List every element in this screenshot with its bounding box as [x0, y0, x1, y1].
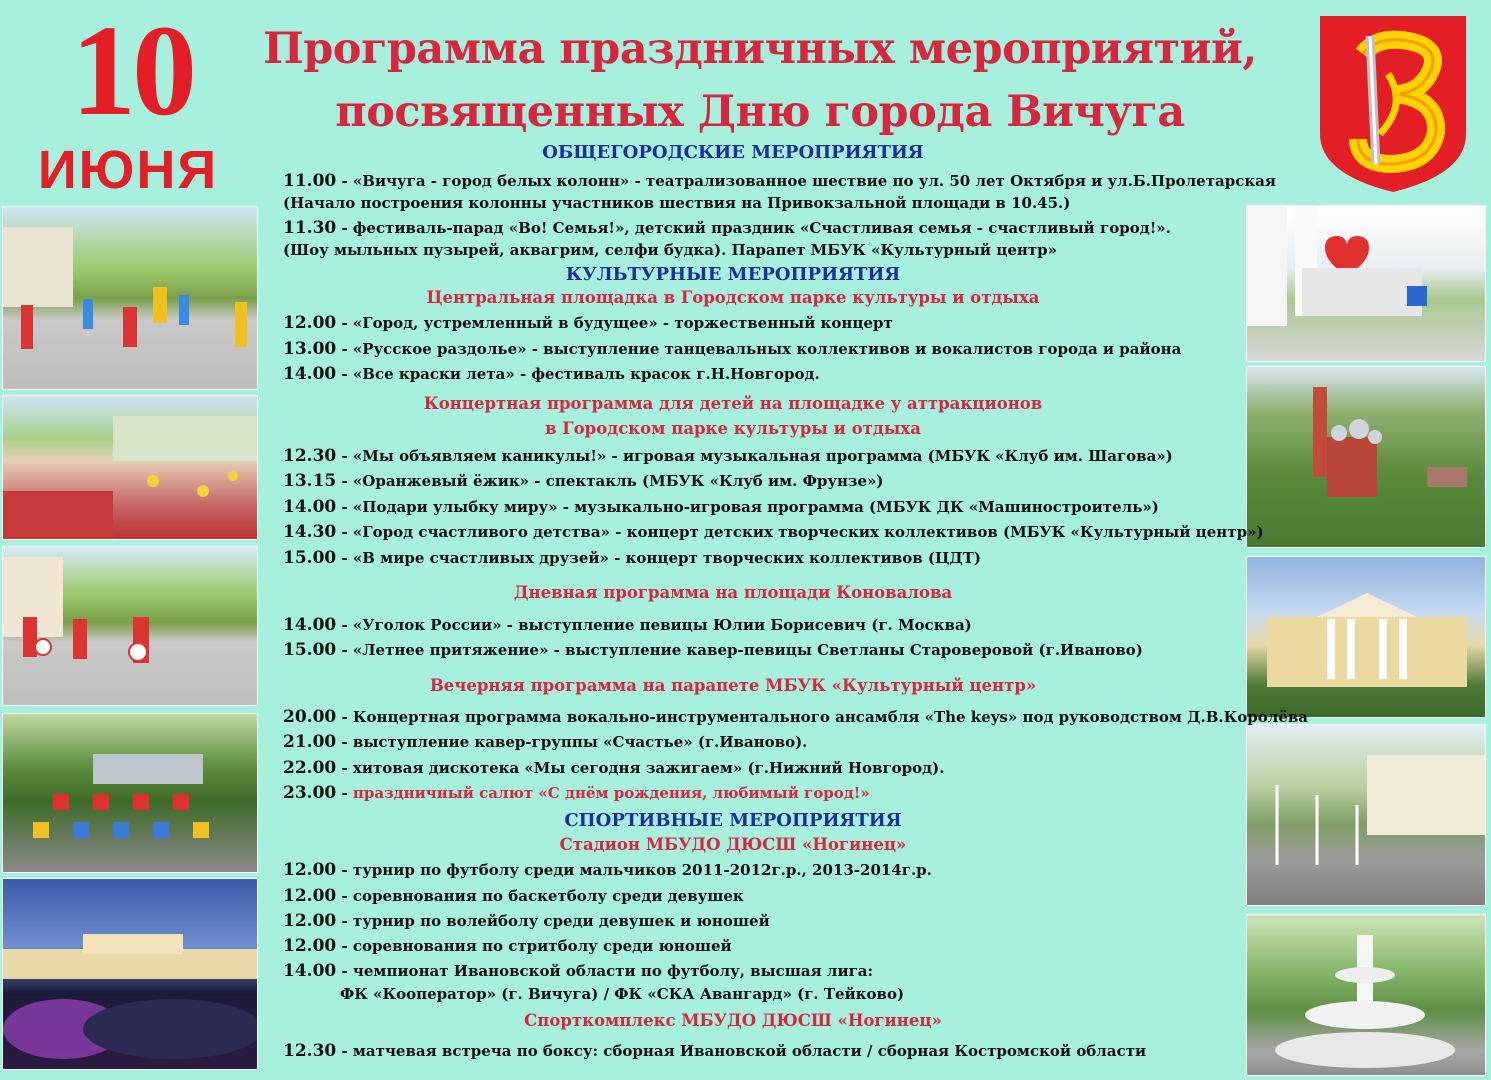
- section-stadium: Стадион МБУДО ДЮСШ «Ногинец»: [559, 835, 907, 854]
- date-month: ИЮНЯ: [37, 140, 219, 200]
- event-row: (Начало построения колонны участников шествия на Привокзальной площади в 10.45.): [283, 194, 1071, 212]
- title-line-1: Программа праздничных мероприятий,: [263, 24, 1257, 74]
- event-row: 12.00 - турнир по футболу среди мальчиков 2011-2012г.р., 2013-2014г.р.: [283, 860, 932, 880]
- section-sports-complex: Спорткомплекс МБУДО ДЮСШ «Ногинец»: [524, 1011, 942, 1030]
- event-row: 23.00 - праздничный салют «С днём рождения, любимый город!»: [283, 783, 870, 803]
- fountain-park-photo-icon: [1246, 724, 1486, 906]
- date-day: 10: [71, 0, 193, 143]
- title-line-2: посвященных Дню города Вичуга: [335, 87, 1185, 137]
- section-evening-program: Вечерняя программа на парапете МБУК «Культурный центр»: [429, 676, 1037, 695]
- event-row: 15.00 - «Летнее притяжение» - выступление кавер-певицы Светланы Староверовой (г.Иваново): [283, 640, 1143, 660]
- section-kids-line-2: в Городском парке культуры и отдыха: [545, 419, 921, 438]
- event-row: ФК «Кооператор» (г. Вичуга) / ФК «СКА Авангард» (г. Тейково): [340, 985, 905, 1003]
- night-concert-photo-icon: [2, 878, 258, 1070]
- event-row: 15.00 - «В мире счастливых друзей» - концерт творческих коллективов (ЦДТ): [283, 548, 982, 568]
- event-row: 20.00 - Концертная программа вокально-инструментального ансамбля «The keys» под руководством Д.В.Королёва: [283, 707, 1309, 727]
- stone-fountain-photo-icon: [1246, 914, 1486, 1076]
- columned-building-photo-icon: [1246, 556, 1486, 718]
- event-row: 12.00 - «Город, устремленный в будущее» - торжественный концерт: [283, 313, 893, 333]
- event-row: 14.00 - «Подари улыбку миру» - музыкально-игровая программа (МБУК ДК «Машиностроитель»): [283, 497, 1159, 517]
- event-row: 12.00 - турнир по волейболу среди девушек и юношей: [283, 911, 770, 931]
- event-row: 13.15 - «Оранжевый ёжик» - спектакль (МБУК «Клуб им. Фрунзе»): [283, 471, 884, 491]
- section-kids-line-1: Концертная программа для детей на площадке у аттракционов: [423, 394, 1043, 413]
- section-day-program: Дневная программа на площади Коновалова: [513, 583, 953, 602]
- cathedral-aerial-photo-icon: [1246, 366, 1486, 548]
- parade-photo-icon: [2, 206, 258, 390]
- event-row: 12.30 - «Мы объявляем каникулы!» - игровая музыкальная программа (МБУК «Клуб им. Шагова»): [283, 446, 1173, 466]
- stage-performance-photo-icon: [2, 713, 258, 873]
- drummers-parade-photo-icon: [2, 546, 258, 706]
- page-title: [230, 18, 1290, 144]
- section-citywide: ОБЩЕГОРОДСКИЕ МЕРОПРИЯТИЯ: [542, 142, 924, 163]
- section-cultural: КУЛЬТУРНЫЕ МЕРОПРИЯТИЯ: [565, 264, 901, 285]
- event-row: 14.00 - «Уголок России» - выступление певицы Юлии Борисевич (г. Москва): [283, 615, 972, 635]
- event-row: 12.30 - матчевая встреча по боксу: сборная Ивановской области / сборная Костромской области: [283, 1041, 1147, 1061]
- event-row: 12.00 - соревнования по стритболу среди юношей: [283, 936, 732, 956]
- event-row: 11.30 - фестиваль-парад «Во! Семья!», детский праздник «Счастливая семья - счастливый город!».: [283, 218, 1171, 238]
- event-row: 12.00 - соревнования по баскетболу среди девушек: [283, 886, 744, 906]
- event-row: 14.30 - «Город счастливого детства» - концерт детских творческих коллективов (МБУК «Культурный центр»): [283, 522, 1264, 542]
- event-row: 14.00 - чемпионат Ивановской области по футболу, высшая лига:: [283, 961, 874, 981]
- section-sports: СПОРТИВНЫЕ МЕРОПРИЯТИЯ: [564, 810, 902, 831]
- section-central-venue: Центральная площадка в Городском парке культуры и отдыха: [426, 288, 1040, 307]
- i-love-vichuga-sign-photo-icon: [1246, 205, 1486, 362]
- crowd-square-photo-icon: [2, 395, 258, 540]
- event-row: 11.00 - «Вичуга - город белых колонн» - театрализованное шествие по ул. 50 лет Октября и ул.Б.Пролетарская: [283, 171, 1276, 191]
- event-row: 14.00 - «Все краски лета» - фестиваль красок г.Н.Новгород.: [283, 364, 820, 384]
- vichuga-coat-of-arms-icon: [1318, 14, 1468, 194]
- event-row: 13.00 - «Русское раздолье» - выступление танцевальных коллективов и вокалистов города и района: [283, 339, 1182, 359]
- event-row: (Шоу мыльных пузырей, аквагрим, селфи будка). Парапет МБУК «Культурный центр»: [283, 241, 1058, 259]
- event-row: 22.00 - хитовая дискотека «Мы сегодня зажигаем» (г.Нижний Новгород).: [283, 758, 945, 778]
- event-row: 21.00 - выступление кавер-группы «Счастье» (г.Иваново).: [283, 732, 808, 752]
